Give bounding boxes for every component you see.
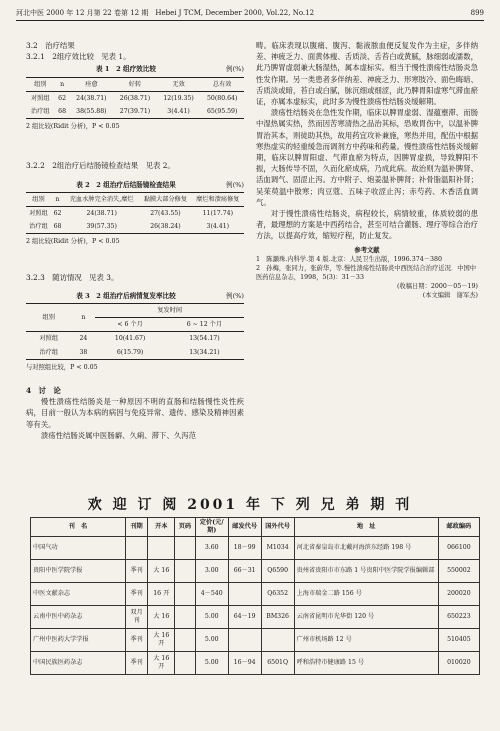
subscription-table-wrap xyxy=(30,517,480,675)
editor-credit: (本文编辑 谢军杰) xyxy=(422,291,478,299)
table3-subheader-row: < 6 个月 6 ~ 12 个月 xyxy=(26,318,244,332)
table2-header-row: 组别 n 充血水肿完全消失,糜烂 黏膜大部分修复 糜烂和溃疡修复 xyxy=(26,192,244,206)
section-4-heading: 4 讨 论 xyxy=(26,386,61,396)
table-row: 贵阳中医学院学报 季刊 大 16 3.00 66－31 Q6590 贵州省贵阳市市东路 1 号贵阳中医学院学报编辑部 550002 xyxy=(31,560,480,583)
table2-note: 2 组比较(Ridit 分析)，P < 0.05 xyxy=(26,238,120,246)
reference-1: 1 陈灏珠.内科学.第 4 版.北京：人民卫生出版，1996.374－380 xyxy=(256,255,443,263)
table-row: 治疗组 68 38(55.88) 27(39.71) 3(4.41) 65(95.59) xyxy=(26,105,244,119)
section-3-2-3-heading: 3.2.3 随访情况 见表 3。 xyxy=(26,272,119,282)
table-row: 中国气功 3.60 18－99 M1034 河北省秦皇岛市北戴河海滨东经路 198 号 066100 xyxy=(31,537,480,560)
header-page-number: 899 xyxy=(470,9,484,17)
table2-caption: 表 2 2 组治疗后结肠镜检查结果 例(%) xyxy=(76,180,244,189)
section-3-2-1-heading: 3.2.1 2组疗效比较 见表 1。 xyxy=(26,52,131,62)
discussion-paragraph-2: 溃疡性结肠炎属中医肠癖、久痢、滞下、久泻范 xyxy=(40,430,197,440)
table-row: 中国民族医药杂志 季刊 大 16 开 5.00 16－94 6501Q 呼和浩特市健康路 15 号 010020 xyxy=(31,652,480,675)
table2 xyxy=(26,192,244,235)
received-date: (收稿日期：2000－05－19) xyxy=(396,282,478,290)
header-journal-info: 河北中医 2000 年 12 月第 22 卷第 12 期 Hebei J TCM, December 2000, Vol.22, No.12 xyxy=(16,9,315,17)
subscription-banner: 欢 迎 订 阅 2001 年 下 列 兄 弟 期 刊 xyxy=(87,497,413,513)
header-rule xyxy=(16,20,484,21)
table1-note: 2 组比较(Ridit 分析)，P < 0.05 xyxy=(26,123,120,131)
table1 xyxy=(26,77,244,120)
table-row: 对照组 24 10(41.67) 13(54.17) xyxy=(39,335,220,343)
table-row: 治疗组 68 39(57.35) 26(38.24) 3(4.41) xyxy=(26,220,244,234)
running-header xyxy=(16,6,484,20)
table3 xyxy=(26,303,244,360)
table-row: 云南中医中药杂志 双月刊 大 16 5.00 64－19 BM326 云南省昆明市光华街 120 号 650223 xyxy=(31,606,480,629)
discussion-paragraph-1: 慢性溃疡性结肠炎是一种原因不明的直肠和结肠慢性炎性疾病，目前一般认为本病的病因与免疫异常、遗传、感染及精神因素等有关。 xyxy=(26,397,244,429)
body-paragraph-1: 畴。临床表现以腹痛、腹泻、黏液脓血便反复发作为主症，多伴纳差、神疲乏力、面黄体瘦、舌质淡、舌苔白或黄腻，脉细弱或濡数，此乃脾胃虚弱兼大肠湿热，属本虚标实。相当于慢性溃疡性结肠炎急性发作期。另一类患者多伴纳差、神疲乏力、形寒肢冷、面色晦暗、舌质淡或暗，苔白或白腻，脉沉细或细涩，此乃脾胃阳虚寒气滞血瘀证，亦属本虚标实，此时多为慢性溃疡性结肠炎缓解期。 xyxy=(256,41,478,107)
section-3-2-2-heading: 3.2.2 2组治疗后结肠镜检查结果 见表 2。 xyxy=(26,161,175,171)
table-row: 对照组 62 24(38.71) 26(38.71) 12(19.35) 50(80.64) xyxy=(31,94,238,102)
table-row: 中医文献杂志 季刊 16 开 4－540 Q6352 上海市瑞金二路 156 号 200020 xyxy=(31,583,480,606)
table-row: 对照组 62 24(38.71) 27(43.55) 11(17.74) xyxy=(29,210,233,218)
table-row: 治疗组 38 6(15.79) 13(34.21) xyxy=(26,346,244,360)
section-3-2-heading: 3.2 治疗结果 xyxy=(26,41,75,50)
subscription-header-row: 刊 名 刊期 开本 页码 定价(元/期) 邮发代号 国外代号 地 址 邮政编码 xyxy=(31,518,480,537)
subscription-table xyxy=(30,517,480,675)
table3-note: 与对照组比较，P < 0.05 xyxy=(26,363,98,371)
body-paragraph-3: 对于慢性溃疡性结肠炎，病程较长，病情较重，体质较弱的患者，最理想的方案是中西药结合，甚至可结合灌肠、理疗等综合治疗方法，以提高疗效，缩短疗程，防止复发。 xyxy=(256,209,478,241)
body-paragraph-2: 溃疡性结肠炎在急性发作期，临床以脾胃虚弱、湿蕴壅滞、而肠中湿热属实热，然而因苦寒清热之品治其标，恐败胃伤中，以温补脾胃治其本，则徒助其热，故用药宜攻补兼施，寒热并用，配伍中根据寒热虚实的轻重缓急而调剂方中药味和药量。慢性溃疡性结肠炎缓解期，临床以脾胃阳虚、气滞血瘀为特点，因脾胃虚损，导致脾阳不振，大肠传导不固，久而化瘀成病，乃成此病。故治则为温补脾肾、活血调气、固涩止泻。方中附子、炮姜温补脾肾；补骨脂温阳补肾；吴茱萸温中散寒；肉豆蔻、五味子收涩止泻；赤芍药、木香活血调气。 xyxy=(256,108,478,207)
table3-caption: 表 3 2 组治疗后病情复发率比较 例(%) xyxy=(76,291,244,300)
right-column xyxy=(256,40,478,300)
table1-header-row: 组别 n 痊愈 好转 无效 总有效 xyxy=(26,77,244,91)
table1-caption: 表 1 2 组疗效比较 例(%) xyxy=(96,65,244,74)
table-row: 广州中医药大学学报 季刊 大 16 开 5.00 广州市机场路 12 号 510405 xyxy=(31,629,480,652)
reference-2: 2 孙梅，张同力，张蔚华，等.慢性溃疡性结肠炎中西医结合治疗近况．中国中医药信息杂志，1998，5(3)：31－33 xyxy=(256,264,477,281)
table3-header-row: 组别 n 复发时间 xyxy=(26,304,244,318)
left-column xyxy=(26,40,244,441)
references-title: 参考文献 xyxy=(354,246,380,254)
